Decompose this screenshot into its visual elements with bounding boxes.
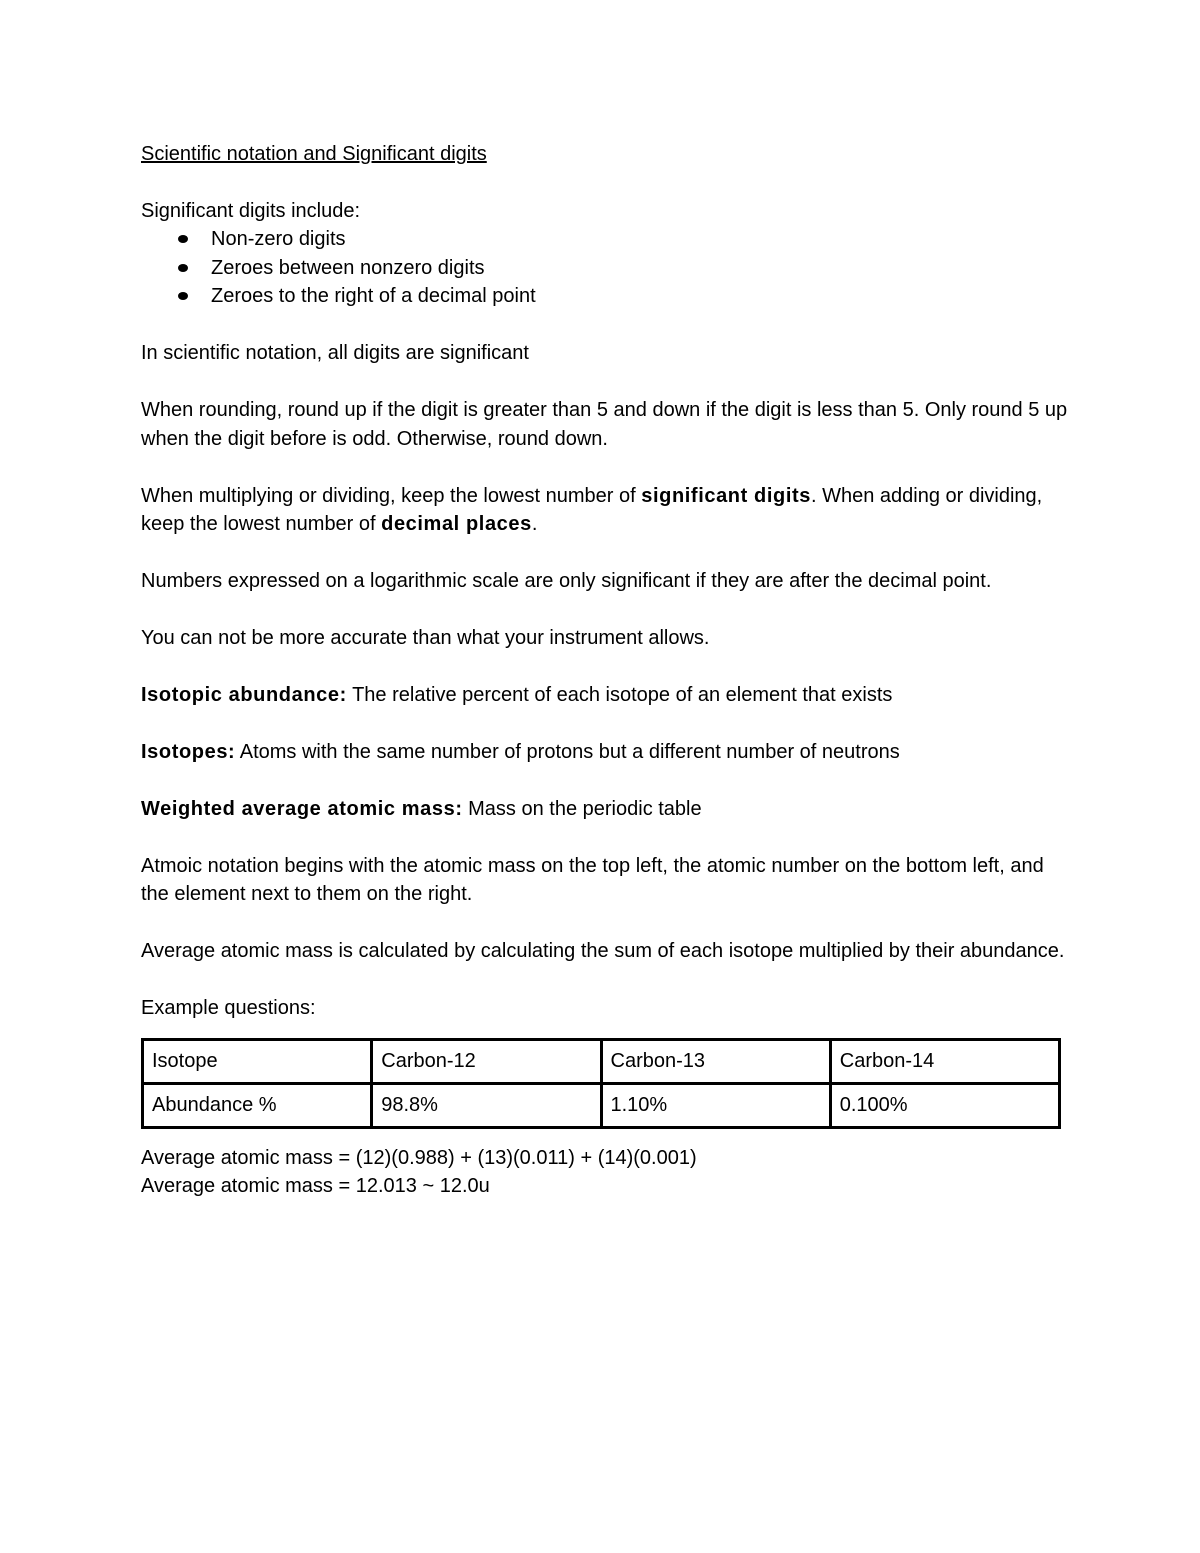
table-cell: 0.100%: [830, 1083, 1059, 1127]
table-row: [143, 1039, 1060, 1083]
table-cell: Carbon-14: [830, 1039, 1059, 1083]
definition-text: The relative percent of each isotope of an element that exists: [346, 683, 893, 706]
definition-term: Isotopic abundance:: [141, 683, 347, 706]
calculation-line-1: Average atomic mass = (12)(0.988) + (13)(0.011) + (14)(0.001): [141, 1146, 697, 1169]
table-row: [143, 1083, 1060, 1127]
definition-term: Weighted average atomic mass:: [141, 797, 463, 820]
isotope-table: [141, 1038, 1061, 1129]
sig-digits-intro: Significant digits include:: [141, 199, 361, 222]
list-item: Zeroes to the right of a decimal point: [141, 282, 1071, 310]
table-cell: Isotope: [143, 1039, 372, 1083]
calculation-line-2: Average atomic mass = 12.013 ~ 12.0u: [141, 1175, 490, 1198]
isotopic-abundance-definition: [141, 681, 1071, 709]
atomic-notation-paragraph: Atmoic notation begins with the atomic mass on the top left, the atomic number on the bottom left, and the element next to them on the right.: [141, 854, 1044, 906]
document-title: Scientific notation and Significant digits: [141, 143, 487, 165]
definition-term: Isotopes:: [141, 740, 236, 763]
table-cell: Carbon-12: [372, 1039, 601, 1083]
average-mass-paragraph: Average atomic mass is calculated by calculating the sum of each isotope multiplied by their abundance.: [141, 940, 1065, 963]
weighted-mass-definition: [141, 795, 1071, 823]
table-cell: 1.10%: [601, 1083, 830, 1127]
list-item: Non-zero digits: [141, 225, 1071, 253]
table-cell: Abundance %: [143, 1083, 372, 1127]
example-label: Example questions:: [141, 997, 316, 1020]
adding-text: . When adding or dividing, keep the lowest number of: [141, 484, 1043, 535]
definition-text: Atoms with the same number of protons but a different number of neutrons: [235, 740, 900, 763]
definition-text: Mass on the periodic table: [462, 797, 702, 820]
period-text: .: [531, 512, 538, 535]
decimal-places-term: decimal places: [381, 512, 532, 535]
instrument-paragraph: You can not be more accurate than what your instrument allows.: [141, 626, 710, 649]
sig-digits-list: [141, 225, 1071, 310]
significant-digits-term: significant digits: [641, 484, 811, 507]
rounding-paragraph: When rounding, round up if the digit is greater than 5 and down if the digit is less than 5. Only round 5 up when the digit before is odd. Otherwise, round down.: [141, 399, 1068, 450]
isotopes-definition: [141, 738, 1071, 766]
document-page: [141, 140, 1071, 1201]
sci-notation-paragraph: In scientific notation, all digits are significant: [141, 342, 529, 365]
multiplying-paragraph: [141, 482, 1071, 539]
table-cell: Carbon-13: [601, 1039, 830, 1083]
multiplying-text: When multiplying or dividing, keep the lowest number of: [141, 484, 642, 507]
table-cell: 98.8%: [372, 1083, 601, 1127]
list-item: Zeroes between nonzero digits: [141, 254, 1071, 282]
log-scale-paragraph: Numbers expressed on a logarithmic scale are only significant if they are after the decimal point.: [141, 569, 992, 592]
